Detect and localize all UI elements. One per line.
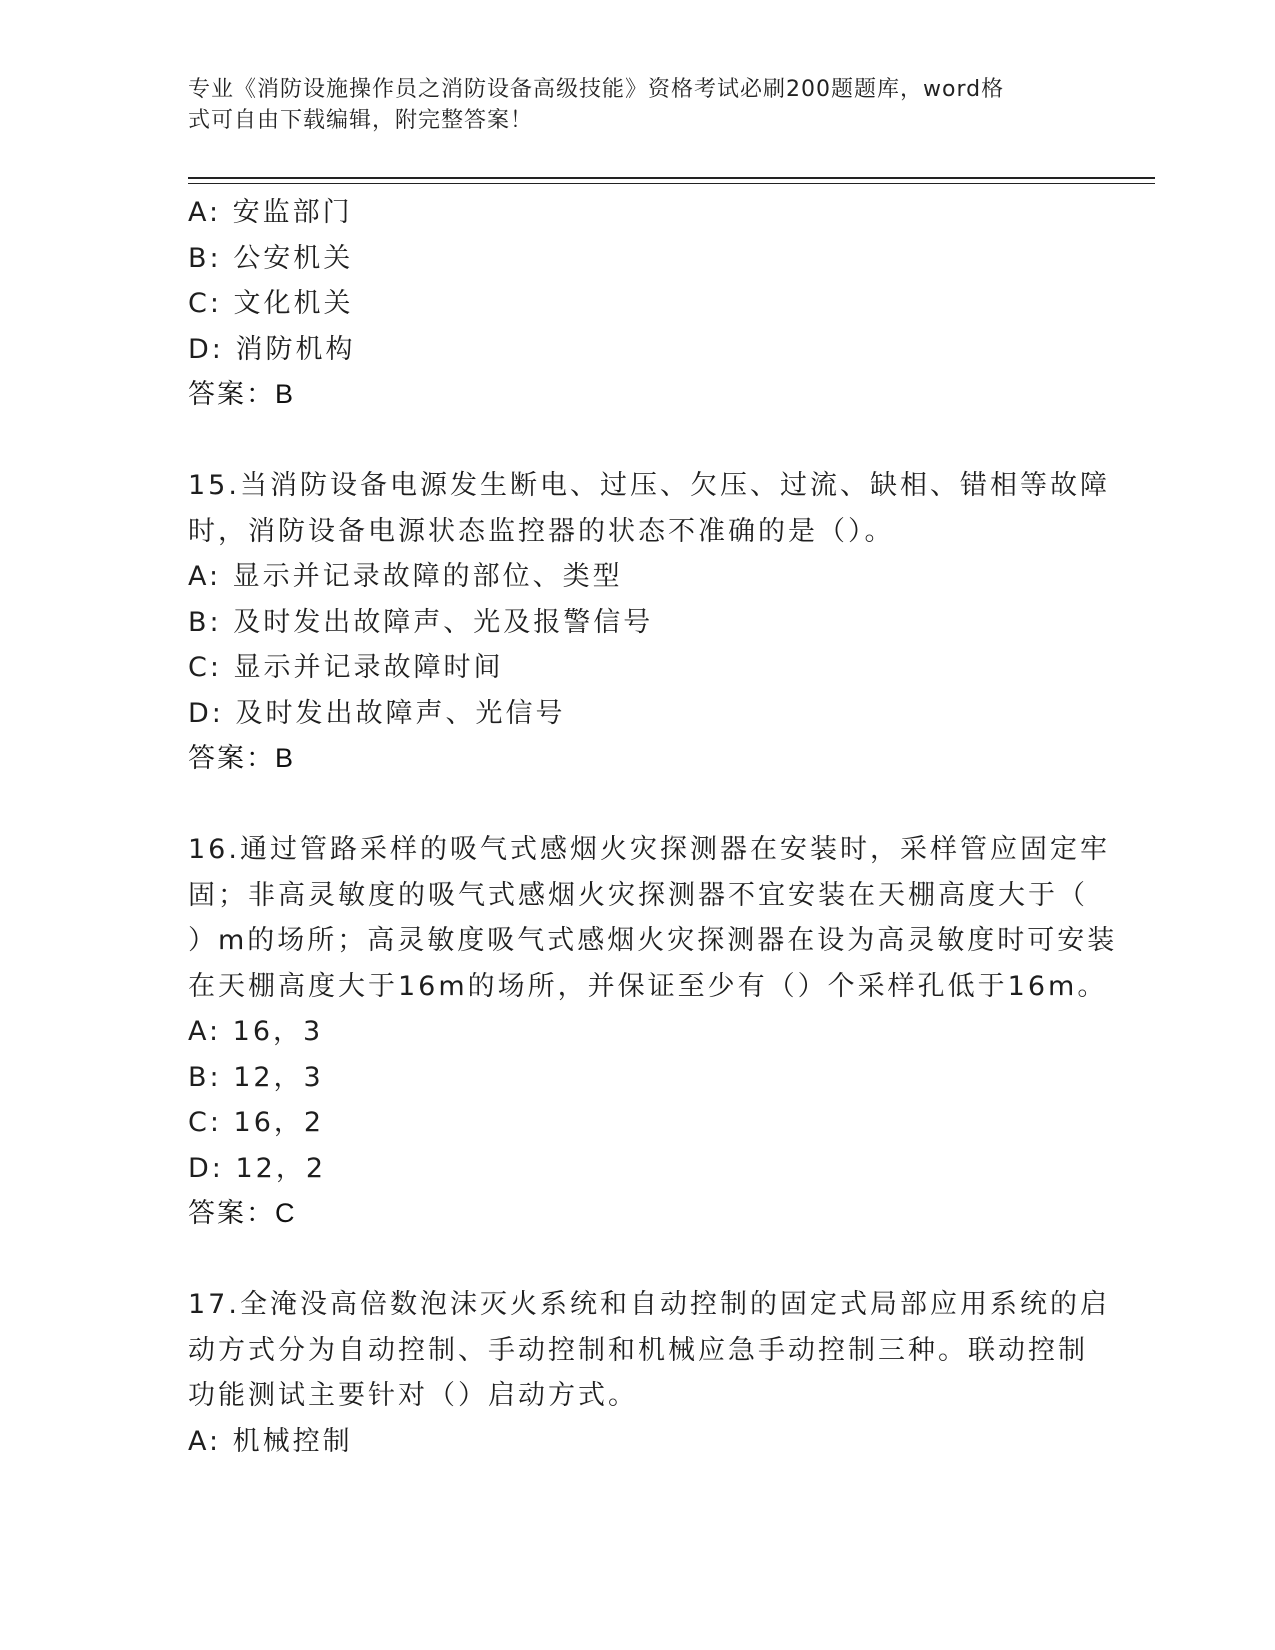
option-c: C: 16，2 <box>188 1107 325 1138</box>
option-b: B: 12，3 <box>188 1061 324 1093</box>
header-rule-thick <box>188 177 1155 179</box>
option-c: C: 文化机关 <box>188 288 354 319</box>
option-b: B: 公安机关 <box>188 242 354 274</box>
question-stem-line: 时，消防设备电源状态监控器的状态不准确的是（）。 <box>188 515 895 547</box>
question-15 <box>188 463 1110 782</box>
document-header <box>188 74 1068 136</box>
option-a: A: 机械控制 <box>188 1425 353 1457</box>
header-line-1: 专业《消防设施操作员之消防设备高级技能》资格考试必刷200题题库，word格 <box>188 77 1005 102</box>
answer: 答案：C <box>188 1198 297 1228</box>
option-a: A: 显示并记录故障的部位、类型 <box>188 561 623 592</box>
question-stem-line: 功能测试主要针对（）启动方式。 <box>188 1380 638 1411</box>
question-stem-line: ）m的场所；高灵敏度吸气式感烟火灾探测器在设为高灵敏度时可安装 <box>188 925 1118 956</box>
spacer <box>188 1237 1088 1283</box>
question-stem-line: 15.当消防设备电源发生断电、过压、欠压、过流、缺相、错相等故障 <box>188 470 1110 501</box>
question-stem-line: 动方式分为自动控制、手动控制和机械应急手动控制三种。联动控制 <box>188 1334 1088 1366</box>
option-d: D: 消防机构 <box>188 333 356 365</box>
header-rule-thin <box>188 183 1155 184</box>
question-stem-line: 在天棚高度大于16m的场所，并保证至少有（）个采样孔低于16m。 <box>188 970 1108 1002</box>
spacer <box>188 418 1088 464</box>
header-line-2: 式可自由下载编辑，附完整答案！ <box>188 108 534 133</box>
question-stem-line: 固；非高灵敏度的吸气式感烟火灾探测器不宜安装在天棚高度大于（ <box>188 879 1088 911</box>
option-c: C: 显示并记录故障时间 <box>188 652 504 683</box>
option-a: A: 安监部门 <box>188 197 353 228</box>
answer: 答案：B <box>188 379 296 409</box>
option-b: B: 及时发出故障声、光及报警信号 <box>188 606 654 638</box>
option-a: A: 16，3 <box>188 1016 324 1047</box>
option-d: D: 12，2 <box>188 1152 327 1184</box>
question-16 <box>188 827 1118 1237</box>
option-d: D: 及时发出故障声、光信号 <box>188 697 566 729</box>
question-stem-line: 17.全淹没高倍数泡沫灭火系统和自动控制的固定式局部应用系统的启 <box>188 1289 1110 1320</box>
question-stem-line: 16.通过管路采样的吸气式感烟火灾探测器在安装时，采样管应固定牢 <box>188 834 1110 865</box>
spacer <box>188 782 1088 828</box>
answer: 答案：B <box>188 743 296 773</box>
question-14-continued <box>188 190 1088 418</box>
question-17 <box>188 1282 1110 1464</box>
question-content <box>188 190 1118 1464</box>
